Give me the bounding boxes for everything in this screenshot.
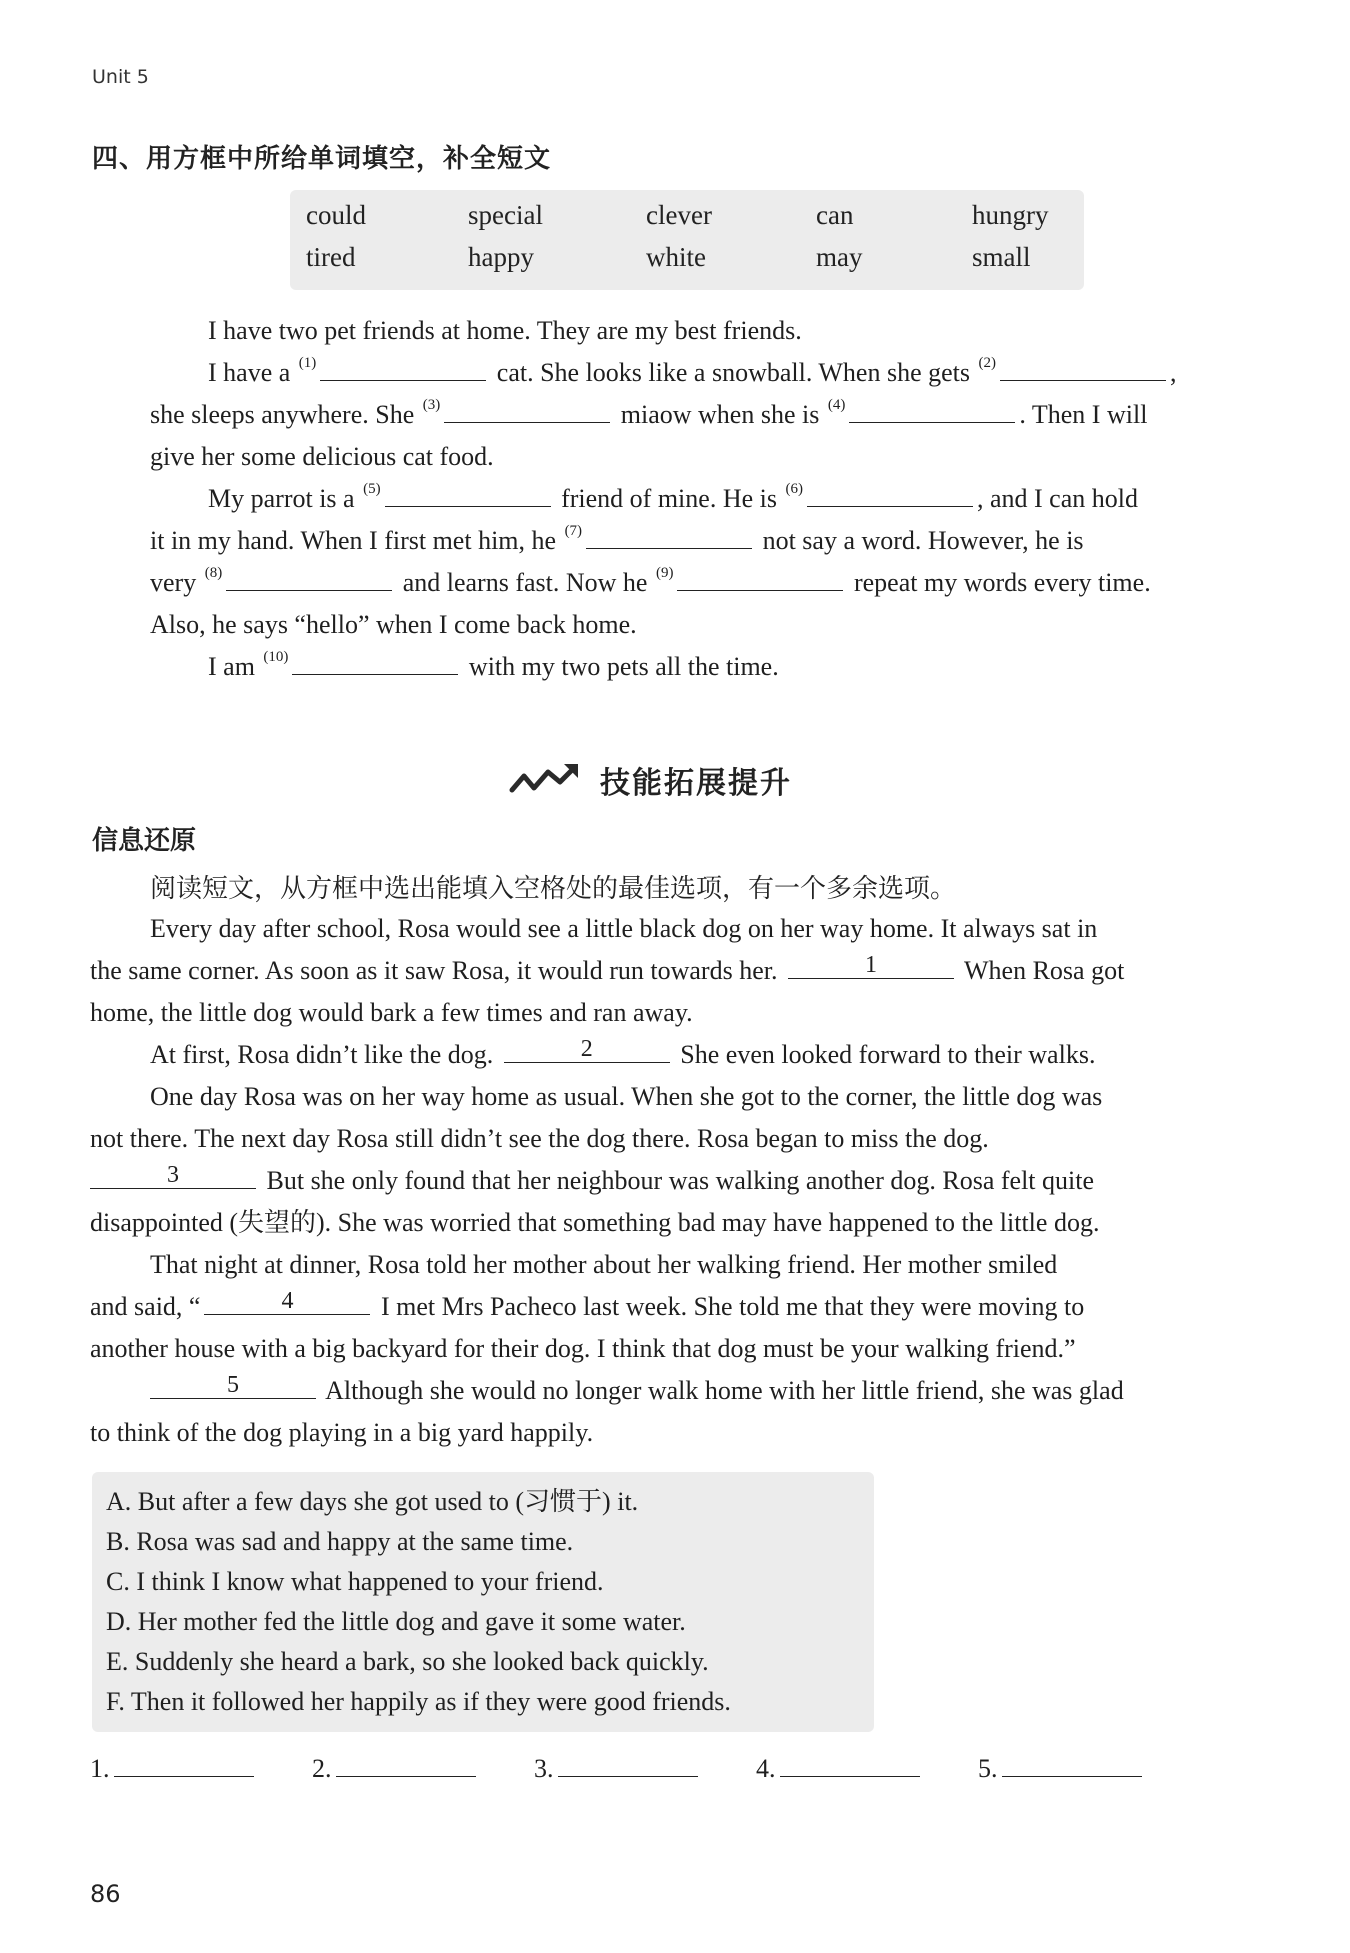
info-section-title: 信息还原 xyxy=(92,826,197,856)
passage-line xyxy=(208,310,802,352)
text: But she only found that her neighbour was walking another dog. Rosa felt quite xyxy=(260,1166,1095,1195)
blank-number: 3 xyxy=(167,1162,179,1188)
answer-line[interactable] xyxy=(336,1752,476,1777)
passage-line xyxy=(150,436,494,478)
instruction-text: 阅读短文，从方框中选出能填入空格处的最佳选项，有一个多余选项。 xyxy=(150,874,957,903)
passage-line xyxy=(150,394,1147,436)
text: to think of the dog playing in a big yard happily. xyxy=(90,1418,594,1447)
text: One day Rosa was on her way home as usual. When she got to the corner, the little dog was xyxy=(150,1082,1103,1111)
text: repeat my words every time. xyxy=(847,568,1151,597)
answer-slot[interactable] xyxy=(534,1752,698,1784)
trend-arrow-icon xyxy=(508,760,580,800)
passage-line xyxy=(208,646,779,688)
text: disappointed (失望的). She was worried that something bad may have happened to the little dog. xyxy=(90,1208,1100,1237)
text: At first, Rosa didn’t like the dog. xyxy=(150,1040,500,1069)
answer-label: 3. xyxy=(534,1754,554,1783)
word-option: hungry xyxy=(972,200,1049,230)
blank-line[interactable] xyxy=(385,480,551,507)
text: I met Mrs Pacheco last week. She told me that they were moving to xyxy=(374,1292,1085,1321)
blank-marker: (2) xyxy=(978,355,996,372)
answer-slot[interactable] xyxy=(90,1752,254,1784)
answer-line[interactable] xyxy=(114,1752,254,1777)
passage-line xyxy=(150,520,1084,562)
text: and learns fast. Now he xyxy=(396,568,654,597)
passage-line xyxy=(150,604,637,646)
text: When Rosa got xyxy=(957,956,1125,985)
passage-line xyxy=(86,1160,1094,1202)
option-f: F. Then it followed her happily as if they were good friends. xyxy=(106,1687,731,1716)
word-option: tired xyxy=(306,242,356,272)
word-option: may xyxy=(816,242,863,272)
word-option: happy xyxy=(468,242,534,272)
word-option: special xyxy=(468,200,543,230)
text: . Then I will xyxy=(1019,400,1148,429)
page-number: 86 xyxy=(90,1880,121,1908)
word-option: white xyxy=(646,242,706,272)
text: That night at dinner, Rosa told her mother about her walking friend. Her mother smiled xyxy=(150,1250,1058,1279)
passage-line xyxy=(90,1202,1099,1244)
text: I have a xyxy=(208,358,297,387)
option-d: D. Her mother fed the little dog and gave it some water. xyxy=(106,1607,686,1636)
passage-line xyxy=(150,562,1151,604)
passage-line xyxy=(208,352,1177,394)
text: not say a word. However, he is xyxy=(756,526,1084,555)
blank-marker: (1) xyxy=(298,355,317,372)
text: She even looked forward to their walks. xyxy=(673,1040,1096,1069)
blank-marker: (6) xyxy=(785,481,803,498)
blank-number: 5 xyxy=(227,1372,239,1398)
blank-line[interactable] xyxy=(204,1288,370,1315)
blank-marker: (7) xyxy=(564,523,583,540)
blank-number: 2 xyxy=(580,1036,593,1062)
text: Also, he says “hello” when I come back home. xyxy=(150,610,637,639)
passage-line xyxy=(90,1118,989,1160)
blank-line[interactable] xyxy=(444,396,610,423)
blank-marker: (9) xyxy=(655,565,674,582)
blank-line[interactable] xyxy=(677,564,843,591)
blank-marker: (5) xyxy=(363,481,381,498)
passage-line xyxy=(150,1244,1057,1286)
word-box xyxy=(290,190,1084,290)
word-option: can xyxy=(816,200,854,230)
text: not there. The next day Rosa still didn’t see the dog there. Rosa began to miss the dog. xyxy=(90,1124,989,1153)
blank-line[interactable] xyxy=(1000,354,1166,381)
blank-line[interactable] xyxy=(150,1372,316,1399)
text: it in my hand. When I first met him, he xyxy=(150,526,563,555)
blank-number: 1 xyxy=(864,952,877,978)
blank-marker: (8) xyxy=(204,565,223,582)
blank-marker: (10) xyxy=(263,649,289,666)
answer-label: 5. xyxy=(978,1754,998,1783)
word-option: could xyxy=(306,200,366,230)
passage-line xyxy=(90,1286,1084,1328)
blank-line[interactable] xyxy=(320,354,486,381)
answer-label: 2. xyxy=(312,1754,332,1783)
blank-number: 4 xyxy=(281,1288,294,1314)
passage-line xyxy=(150,1076,1102,1118)
passage-line xyxy=(150,1034,1095,1076)
passage-line xyxy=(150,908,1097,950)
passage-line xyxy=(90,950,1124,992)
text: home, the little dog would bark a few times and ran away. xyxy=(90,998,693,1027)
skills-section-title: 技能拓展提升 xyxy=(600,766,792,801)
text: and said, “ xyxy=(90,1292,201,1321)
blank-marker: (4) xyxy=(827,397,846,414)
blank-line[interactable] xyxy=(807,480,973,507)
passage-line xyxy=(90,992,693,1034)
text: Although she would no longer walk home with her little friend, she was glad xyxy=(320,1376,1124,1405)
blank-line[interactable] xyxy=(90,1162,256,1189)
text: miaow when she is xyxy=(614,400,826,429)
text: Every day after school, Rosa would see a little black dog on her way home. It always sat in xyxy=(150,914,1098,943)
section-title: 四、用方框中所给单词填空，补全短文 xyxy=(92,144,552,174)
answer-line[interactable] xyxy=(1002,1752,1142,1777)
text: I have two pet friends at home. They are my best friends. xyxy=(208,316,802,345)
blank-line[interactable] xyxy=(849,396,1015,423)
passage-line xyxy=(90,1328,1076,1370)
text: friend of mine. He is xyxy=(554,484,784,513)
text: the same corner. As soon as it saw Rosa, it would run towards her. xyxy=(90,956,784,985)
text: I am xyxy=(208,652,262,681)
blank-line[interactable] xyxy=(292,648,458,675)
text: she sleeps anywhere. She xyxy=(150,400,421,429)
answer-label: 4. xyxy=(756,1754,776,1783)
text: My parrot is a xyxy=(208,484,362,513)
text: another house with a big backyard for their dog. I think that dog must be your walking friend.” xyxy=(90,1334,1076,1363)
option-e: E. Suddenly she heard a bark, so she looked back quickly. xyxy=(106,1647,709,1676)
option-a: A. But after a few days she got used to (习惯于) it. xyxy=(106,1487,639,1516)
word-option: small xyxy=(972,242,1031,272)
text: very xyxy=(150,568,203,597)
answer-slot[interactable] xyxy=(756,1752,920,1784)
answer-slot[interactable] xyxy=(312,1752,476,1784)
unit-label: Unit 5 xyxy=(92,66,149,88)
text: give her some delicious cat food. xyxy=(150,442,494,471)
option-b: B. Rosa was sad and happy at the same time. xyxy=(106,1527,574,1556)
options-box xyxy=(92,1472,874,1732)
text: cat. She looks like a snowball. When she gets xyxy=(490,358,977,387)
answer-slot[interactable] xyxy=(978,1752,1142,1784)
word-option: clever xyxy=(646,200,712,230)
text: , xyxy=(1170,358,1177,387)
blank-line[interactable] xyxy=(788,952,954,979)
text: , and I can hold xyxy=(976,484,1138,513)
text: with my two pets all the time. xyxy=(462,652,779,681)
answer-label: 1. xyxy=(90,1754,110,1783)
answer-line[interactable] xyxy=(780,1752,920,1777)
passage-line xyxy=(90,1412,593,1454)
passage-line xyxy=(146,1370,1124,1412)
blank-marker: (3) xyxy=(422,397,441,414)
blank-line[interactable] xyxy=(226,564,392,591)
blank-line[interactable] xyxy=(586,522,752,549)
passage-line xyxy=(208,478,1138,520)
blank-line[interactable] xyxy=(504,1036,670,1063)
answer-line[interactable] xyxy=(558,1752,698,1777)
option-c: C. I think I know what happened to your friend. xyxy=(106,1567,604,1596)
